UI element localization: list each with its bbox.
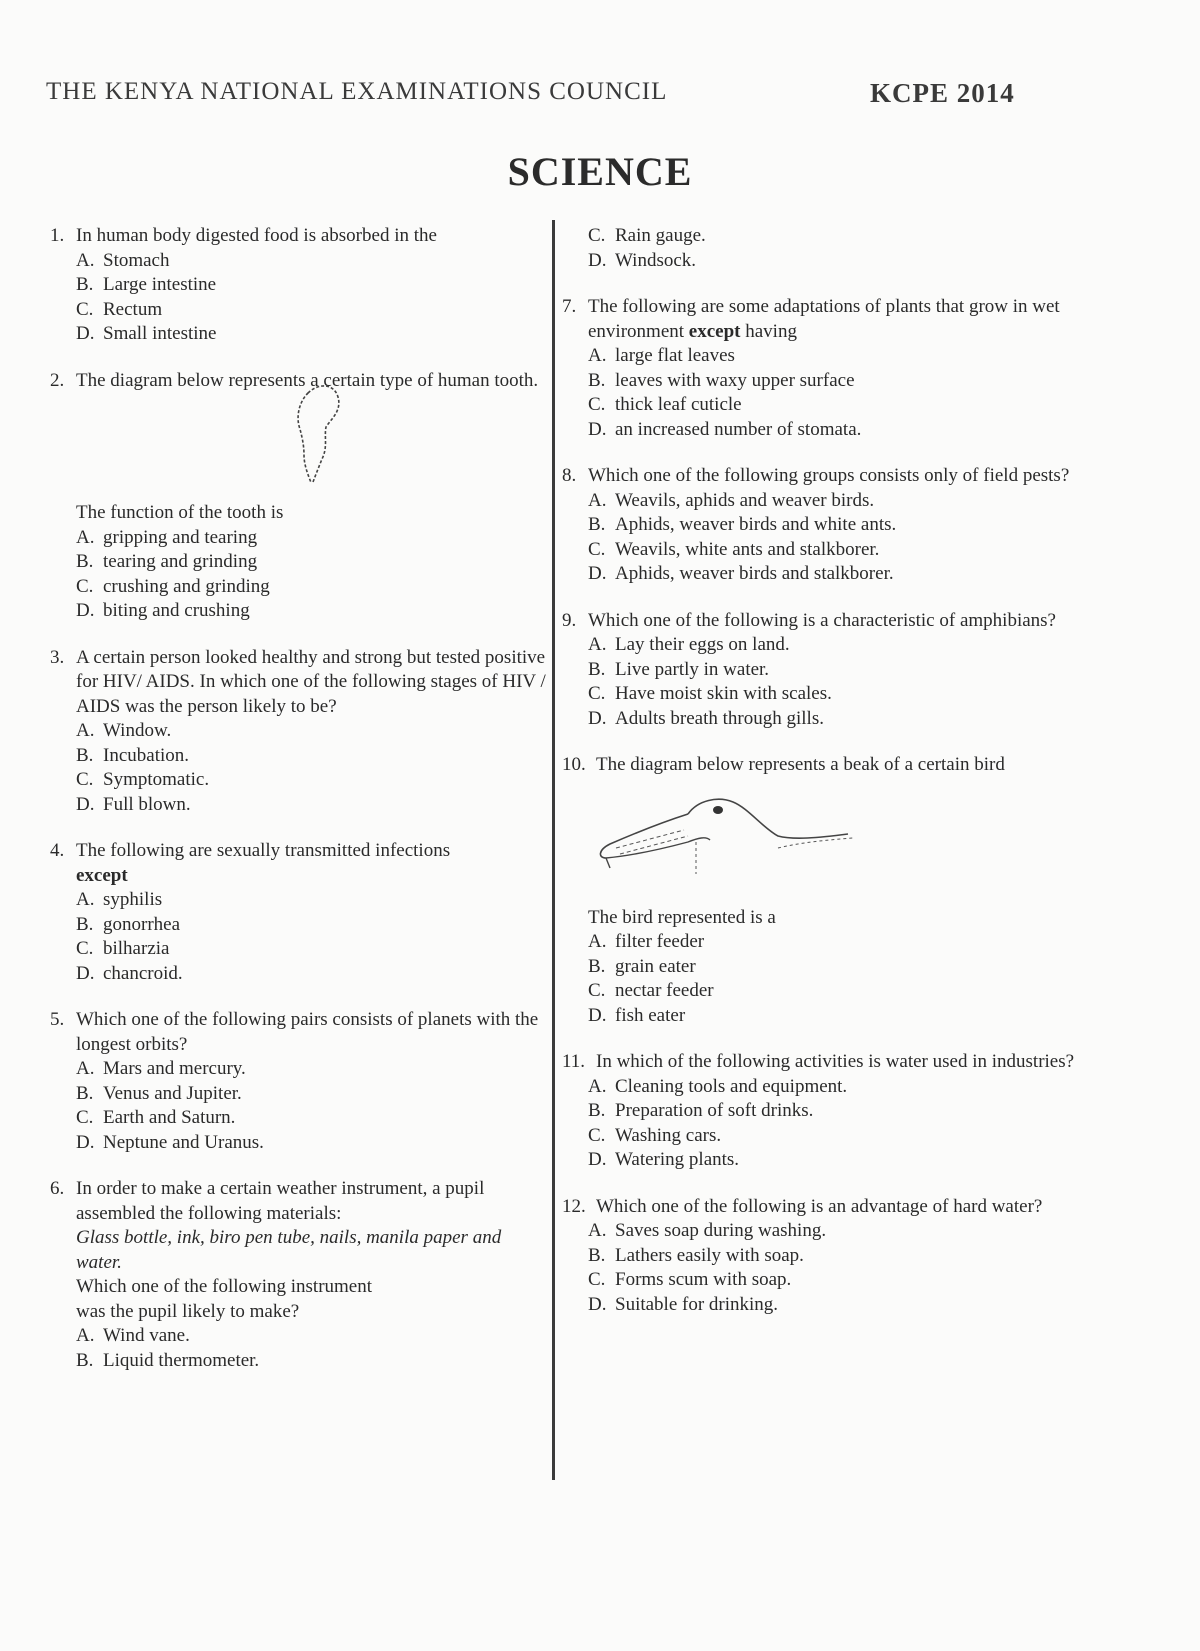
except-keyword: except xyxy=(688,320,741,342)
option-d[interactable]: D. Full blown. xyxy=(76,793,191,815)
question-stem: A certain person looked healthy and strong but tested positive for HIV/ AIDS. In which one of the following stages of HIV / AIDS was the person likely to be? xyxy=(76,646,546,717)
question-6-continued xyxy=(562,224,1082,273)
question-stem: In order to make a certain weather instrument, a pupil assembled the following materials: xyxy=(76,1178,485,1224)
option-c[interactable]: C. nectar feeder xyxy=(588,980,714,1001)
option-b[interactable]: B. tearing and grinding xyxy=(76,551,258,572)
option-a[interactable]: A. Cleaning tools and equipment. xyxy=(588,1075,848,1097)
option-a[interactable]: A. filter feeder xyxy=(588,931,705,952)
page-title: SCIENCE xyxy=(507,149,693,194)
option-d[interactable]: D. Adults breath through gills. xyxy=(588,707,824,729)
except-keyword: except xyxy=(76,864,128,886)
question-stem: In which of the following activities is water used in industries? xyxy=(596,1051,1075,1072)
question-stem: Which one of the following is a characteristic of amphibians? xyxy=(588,609,1056,631)
option-b[interactable]: B. Large intestine xyxy=(76,274,217,295)
question-10: 10. The diagram below represents a beak of a certain bird The bird represented is a A. filter feeder B. grain eater C. nectar feeder D. fish eater xyxy=(562,753,1082,1028)
option-d[interactable]: D. fish eater xyxy=(588,1004,686,1026)
question-stem: The diagram below represents a beak of a certain bird xyxy=(596,754,1005,775)
option-a[interactable]: A. large flat leaves xyxy=(588,345,735,366)
option-a[interactable]: A. Weavils, aphids and weaver birds. xyxy=(588,489,875,511)
question-12: 12. Which one of the following is an advantage of hard water? A. Saves soap during washing. B. Lathers easily with soap. C. Forms scum with soap. D. Suitable for drinking. xyxy=(562,1195,1082,1318)
right-column xyxy=(562,224,1082,1317)
question-stem: Which one of the following groups consists only of field pests? xyxy=(588,465,1070,486)
option-b[interactable]: B. Aphids, weaver birds and white ants. xyxy=(588,514,897,535)
option-a[interactable]: A. Saves soap during washing. xyxy=(588,1220,827,1241)
option-c[interactable]: C. thick leaf cuticle xyxy=(588,394,742,415)
question-stem: The following are some adaptations of plants that grow in wet environment except having xyxy=(588,296,1060,342)
question-followup: Which one of the following instrument was the pupil likely to make? xyxy=(76,1276,373,1322)
question-stem: Which one of the following is an advantage of hard water? xyxy=(596,1195,1043,1217)
option-d[interactable]: D. chancroid. xyxy=(76,962,183,984)
question-4: 4. The following are sexually transmitted infections except A. syphilis B. gonorrhea C. bilharzia D. chancroid. xyxy=(50,839,550,986)
option-c[interactable]: C. Weavils, white ants and stalkborer. xyxy=(588,538,880,560)
option-c[interactable]: C. crushing and grinding xyxy=(76,575,270,597)
left-column xyxy=(50,224,550,1373)
question-7: 7. The following are some adaptations of plants that grow in wet environment except having A. large flat leaves B. leaves with waxy upper surface C. thick leaf cuticle D. an increased number of stomata. xyxy=(562,295,1082,442)
option-d[interactable]: D. Watering plants. xyxy=(588,1149,740,1170)
question-followup: The bird represented is a xyxy=(588,906,776,928)
option-b[interactable]: B. leaves with waxy upper surface xyxy=(588,369,855,391)
option-a[interactable]: A. gripping and tearing xyxy=(76,526,258,548)
option-b[interactable]: B. grain eater xyxy=(588,955,696,977)
option-c[interactable]: C. Symptomatic. xyxy=(76,769,210,790)
option-d[interactable]: D. Windsock. xyxy=(588,249,697,271)
option-c[interactable]: C. Forms scum with soap. xyxy=(588,1269,792,1290)
question-1: 1. In human body digested food is absorbed in the A. Stomach B. Large intestine C. Rectum D. Small intestine xyxy=(50,224,550,347)
option-b[interactable]: B. Live partly in water. xyxy=(588,658,770,680)
question-3: 3. A certain person looked healthy and strong but tested positive for HIV/ AIDS. In which one of the following stages of HIV / AIDS was the person likely to be? A. Window. B. Incubation. C. Symptomatic. D. Full blown. xyxy=(50,646,550,818)
question-5: 5. Which one of the following pairs consists of planets with the longest orbits? A. Mars and mercury. B. Venus and Jupiter. C. Earth and Saturn. D. Neptune and Uranus. xyxy=(50,1008,550,1155)
question-2: 2. The diagram below represents a certain type of human tooth. The function of the tooth is A. gripping and tearing B. tearing and grinding C. crushing and grinding D. biting and crushing xyxy=(50,369,550,624)
option-d[interactable]: D. an increased number of stomata. xyxy=(588,418,862,440)
option-a[interactable]: A. syphilis xyxy=(76,889,163,910)
option-c[interactable]: C. bilharzia xyxy=(76,938,170,959)
bird-beak-diagram xyxy=(588,778,1082,906)
option-c[interactable]: C. Rectum xyxy=(76,298,163,320)
option-a[interactable]: A. Wind vane. xyxy=(76,1325,190,1346)
question-9: 9. Which one of the following is a characteristic of amphibians? A. Lay their eggs on land. B. Live partly in water. C. Have moist skin with scales. D. Adults breath through gills. xyxy=(562,609,1082,732)
question-stem: The following are sexually transmitted infections xyxy=(76,840,451,861)
option-a[interactable]: A. Mars and mercury. xyxy=(76,1058,246,1079)
option-d[interactable]: D. Small intestine xyxy=(76,323,217,344)
option-c[interactable]: C. Washing cars. xyxy=(588,1124,722,1146)
option-b[interactable]: B. Incubation. xyxy=(76,744,190,766)
option-c[interactable]: C. Earth and Saturn. xyxy=(76,1107,236,1128)
option-d[interactable]: D. Neptune and Uranus. xyxy=(76,1131,264,1153)
option-c[interactable]: C. Have moist skin with scales. xyxy=(588,683,832,704)
header-council: THE KENYA NATIONAL EXAMINATIONS COUNCIL xyxy=(46,78,668,105)
option-d[interactable]: D. Suitable for drinking. xyxy=(588,1293,779,1315)
header-exam-code: KCPE 2014 xyxy=(870,78,1015,108)
question-stem: Which one of the following pairs consists of planets with the longest orbits? xyxy=(76,1009,539,1055)
option-c[interactable]: C. Rain gauge. xyxy=(588,225,706,246)
option-a[interactable]: A. Window. xyxy=(76,720,172,741)
option-b[interactable]: B. Venus and Jupiter. xyxy=(76,1082,242,1104)
question-6: 6. In order to make a certain weather instrument, a pupil assembled the following materials: Glass bottle, ink, biro pen tube, nails, manila paper and water. Which one of the following instrument was the pupil likely to make? A. Wind vane. B. Liquid thermometer. xyxy=(50,1177,550,1373)
question-followup: The function of the tooth is xyxy=(76,502,284,523)
option-b[interactable]: B. gonorrhea xyxy=(76,913,181,935)
option-d[interactable]: D. biting and crushing xyxy=(76,600,250,621)
question-8: 8. Which one of the following groups consists only of field pests? A. Weavils, aphids and weaver birds. B. Aphids, weaver birds and white ants. C. Weavils, white ants and stalkborer. D. Aphids, weaver birds and stalkborer. xyxy=(562,464,1082,587)
option-a[interactable]: A. Stomach xyxy=(76,249,170,271)
option-b[interactable]: B. Lathers easily with soap. xyxy=(588,1244,804,1266)
question-11: 11. In which of the following activities is water used in industries? A. Cleaning tools and equipment. B. Preparation of soft drinks. C. Washing cars. D. Watering plants. xyxy=(562,1050,1082,1173)
option-b[interactable]: B. Preparation of soft drinks. xyxy=(588,1100,814,1121)
materials-list: Glass bottle, ink, biro pen tube, nails, manila paper and water. xyxy=(76,1227,502,1273)
option-d[interactable]: D. Aphids, weaver birds and stalkborer. xyxy=(588,563,894,584)
question-stem: The diagram below represents a certain type of human tooth. xyxy=(76,369,539,391)
tooth-diagram xyxy=(76,393,550,501)
option-a[interactable]: A. Lay their eggs on land. xyxy=(588,634,790,655)
option-b[interactable]: B. Liquid thermometer. xyxy=(76,1349,260,1371)
question-stem: In human body digested food is absorbed in the xyxy=(76,225,437,246)
